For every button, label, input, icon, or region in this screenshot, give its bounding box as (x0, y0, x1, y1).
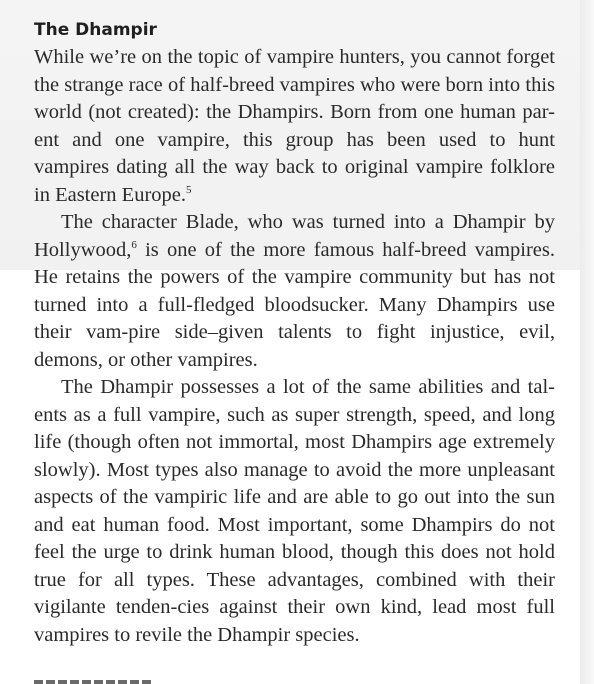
next-heading-cutoff (34, 676, 154, 684)
paragraph-2 (34, 209, 555, 374)
section-heading: The Dhampir (34, 20, 157, 40)
page-edge-shadow (580, 0, 594, 684)
paragraph-3 (34, 374, 555, 649)
footnote-ref-5[interactable]: 5 (186, 183, 192, 196)
paragraph-1-text: While we’re on the topic of vampire hunters, you cannot forget the strange race of half-breed vampires who were born into this world (not created): the Dhampirs. Born from one human par-ent and one vampire, this group has been used to hunt vampires dating all the way back to original vampire folklore in Eastern Europe. (34, 46, 555, 206)
body-text (34, 44, 555, 649)
footnote-ref-6[interactable]: 6 (131, 238, 137, 251)
paragraph-3-text: The Dhampir possesses a lot of the same abilities and tal-ents as a full vampire, such as super strength, speed, and long life (though often not immortal, most Dhampirs age extremely slowly). Most types also manage to avoid the more unpleasant aspects of the vampiric life and are able to go out into the sun and eat human food. Most important, some Dhampirs do not feel the urge to drink human blood, though this does not hold true for all types. These advantages, combined with their vigilante tenden-cies against their own kind, lead most full vampires to revile the Dhampir species. (34, 376, 555, 646)
paragraph-2-text-before: The character Blade, who was turned into a Dhampir by Hollywood, (34, 211, 555, 261)
paragraph-1 (34, 44, 555, 209)
paragraph-2-text-after: is one of the more famous half-breed vampires. He retains the powers of the vampire community but has not turned into a full-fledged bloodsucker. Many Dhampirs use their vam-pire side–given talents to fight injustice, evil, demons, or other vampires. (34, 238, 555, 371)
